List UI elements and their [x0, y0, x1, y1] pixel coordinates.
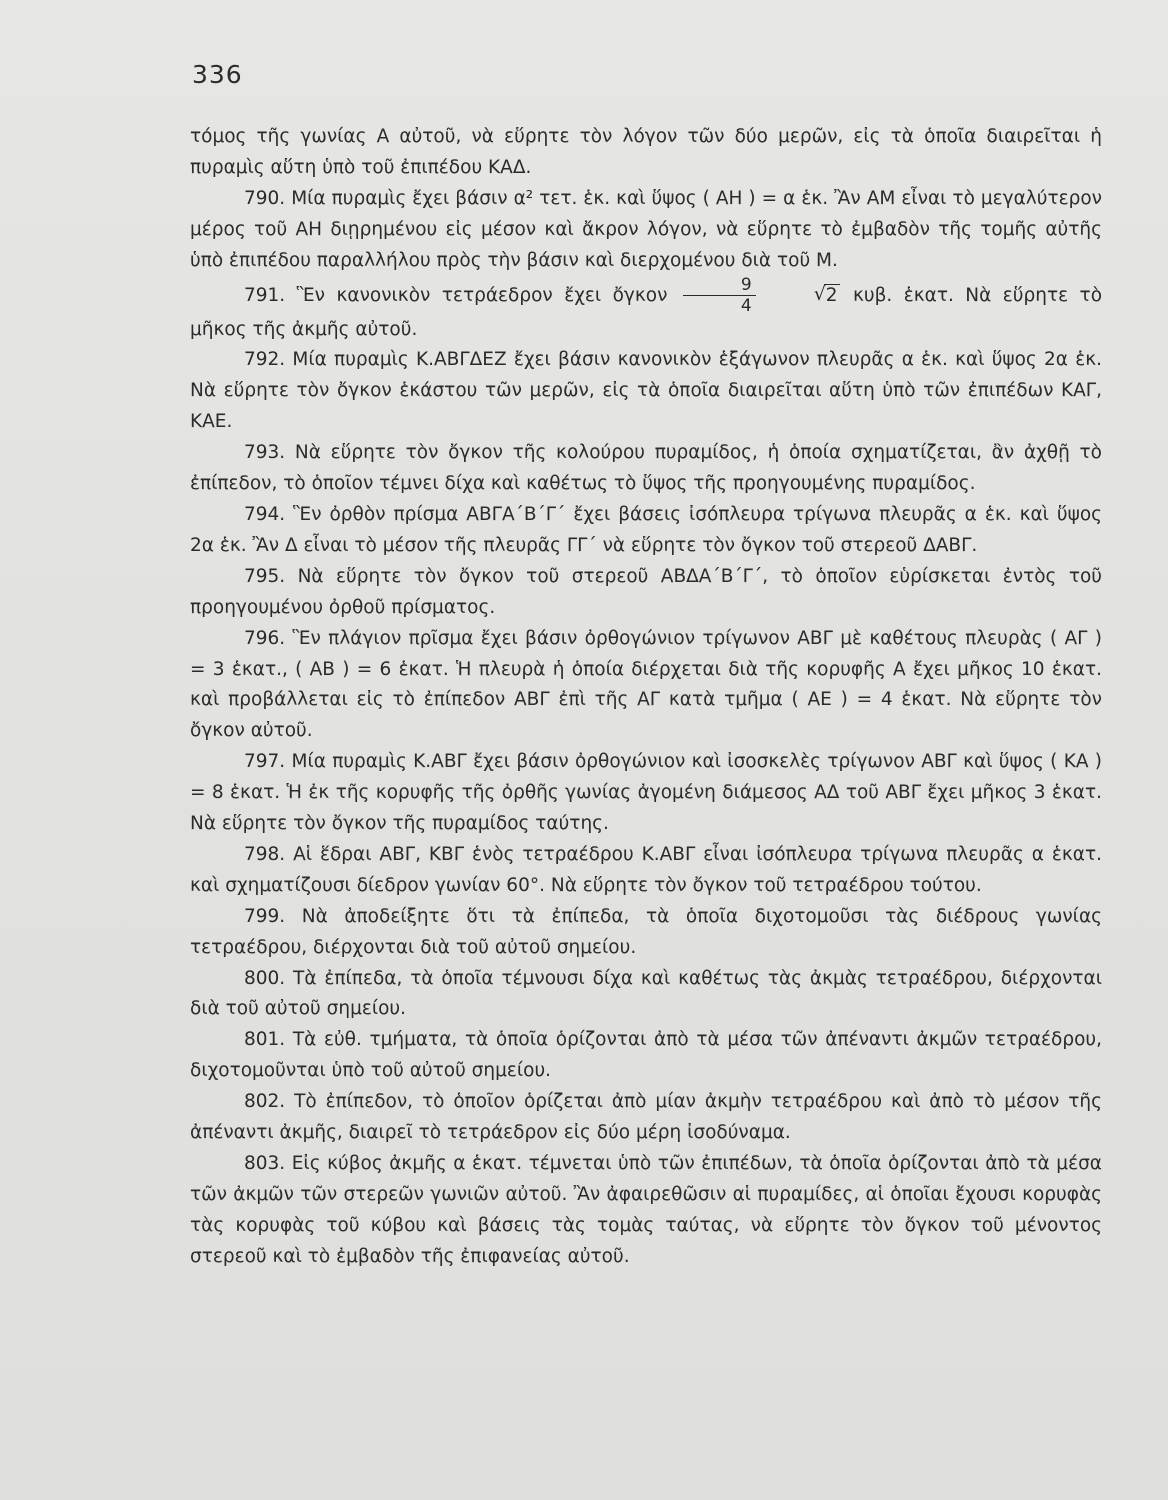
page-number: 336 — [192, 60, 243, 89]
exercise-793: 793. Νὰ εὕρητε τὸν ὄγκον τῆς κολούρου πυραμίδος, ἡ ὁποία σχηματίζεται, ἂν ἀχθῇ τὸ ἐπίπεδον, τὸ ὁποῖον τέμνει δίχα καὶ καθέτως τὸ ὕψος τῆς προηγουμένης πυραμίδος. — [190, 442, 1102, 495]
square-root — [760, 281, 840, 312]
exercise-794: 794. Ἓν ὀρθὸν πρίσμα ΑΒΓΑ΄Β΄Γ΄ ἔχει βάσεις ἰσόπλευρα τρίγωνα πλευρᾶς α ἑκ. καὶ ὕψος 2α ἑκ. Ἂν Δ εἶναι τὸ μέσον τῆς πλευρᾶς ΓΓ΄ νὰ εὕρητε τὸν ὄγκον τοῦ στερεοῦ ΔΑΒΓ. — [190, 503, 1102, 556]
exercise-803: 803. Εἰς κύβος ἀκμῆς α ἑκατ. τέμνεται ὑπὸ τῶν ἐπιπέδων, τὰ ὁποῖα ὁρίζονται ἀπὸ τὰ μέσα τῶν ἀκμῶν τῶν στερεῶν γωνιῶν αὐτοῦ. Ἂν ἀφαιρεθῶσιν αἱ πυραμίδες, αἱ ὁποῖαι ἔχουσι κορυφὰς τὰς κορυφὰς τοῦ κύβου καὶ βάσεις τὰς τομὰς ταύτας, νὰ εὕρητε τὸν ὄγκον τοῦ μένοντος στερεοῦ καὶ τὸ ἐμβαδὸν τῆς ἐπιφανείας αὐτοῦ. — [190, 1153, 1102, 1267]
exercise-791-text-before: 791. Ἓν κανονικὸν τετράεδρον ἔχει ὄγκον — [244, 284, 668, 306]
fraction-nine-quarters — [683, 274, 756, 316]
exercise-795: 795. Νὰ εὕρητε τὸν ὄγκον τοῦ στερεοῦ ΑΒΔΑ΄Β΄Γ΄, τὸ ὁποῖον εὑρίσκεται ἐντὸς τοῦ προηγουμένου ὀρθοῦ πρίσματος. — [190, 565, 1102, 618]
exercise-792: 792. Μία πυραμὶς Κ.ΑΒΓΔΕΖ ἔχει βάσιν κανονικὸν ἑξάγωνον πλευρᾶς α ἑκ. καὶ ὕψος 2α ἑκ. Νὰ εὕρητε τὸν ὄγκον ἑκάστου τῶν μερῶν, εἰς τὰ ὁποῖα διαιρεῖται αὕτη ὑπὸ τῶν ἐπιπέδων ΚΑΓ, ΚΑΕ. — [190, 349, 1102, 433]
exercise-797: 797. Μία πυραμὶς Κ.ΑΒΓ ἔχει βάσιν ὀρθογώνιον καὶ ἰσοσκελὲς τρίγωνον ΑΒΓ καὶ ὕψος ( ΚΑ ) = 8 ἑκατ. Ἡ ἐκ τῆς κορυφῆς τῆς ὀρθῆς γωνίας ἀγομένη διάμεσος ΑΔ τοῦ ΑΒΓ ἔχει μῆκος 3 ἑκατ. Νὰ εὕρητε τὸν ὄγκον τῆς πυραμίδος ταύτης. — [190, 751, 1102, 835]
exercise-791 — [190, 274, 1103, 346]
exercise-801: 801. Τὰ εὐθ. τμήματα, τὰ ὁποῖα ὁρίζονται ἀπὸ τὰ μέσα τῶν ἀπέναντι ἀκμῶν τετραέδρου, διχοτομοῦνται ὑπὸ τοῦ αὐτοῦ σημείου. — [190, 1029, 1102, 1082]
exercise-800: 800. Τὰ ἐπίπεδα, τὰ ὁποῖα τέμνουσι δίχα καὶ καθέτως τὰς ἀκμὰς τετραέδρου, διέρχονται διὰ τοῦ αὐτοῦ σημείου. — [190, 967, 1102, 1020]
exercise-798: 798. Αἱ ἕδραι ΑΒΓ, ΚΒΓ ἑνὸς τετραέδρου Κ.ΑΒΓ εἶναι ἰσόπλευρα τρίγωνα πλευρᾶς α ἑκατ. καὶ σχηματίζουσι δίεδρον γωνίαν 60°. Νὰ εὕρητε τὸν ὄγκον τοῦ τετραέδρου τούτου. — [190, 843, 1102, 896]
fraction-numerator: 9 — [740, 274, 752, 295]
paragraph-continuation: τόμος τῆς γωνίας Α αὐτοῦ, νὰ εὕρητε τὸν λόγον τῶν δύο μερῶν, εἰς τὰ ὁποῖα διαιρεῖται ἡ πυραμὶς αὕτη ὑπὸ τοῦ ἐπιπέδου ΚΑΔ. — [190, 126, 1102, 178]
exercise-799: 799. Νὰ ἀποδείξητε ὅτι τὰ ἐπίπεδα, τὰ ὁποῖα διχοτομοῦσι τὰς διέδρους γωνίας τετραέδρου, διέρχονται διὰ τοῦ αὐτοῦ σημείου. — [190, 905, 1102, 958]
page-body — [190, 122, 1102, 1273]
radical-sign-icon: √ — [813, 282, 826, 305]
exercise-802: 802. Τὸ ἐπίπεδον, τὸ ὁποῖον ὁρίζεται ἀπὸ μίαν ἀκμὴν τετραέδρου καὶ ἀπὸ τὸ μέσον τῆς ἀπέναντι ἀκμῆς, διαιρεῖ τὸ τετράεδρον εἰς δύο μέρη ἰσοδύναμα. — [190, 1091, 1102, 1144]
exercise-791-text-after: κυβ. ἑκατ. Νὰ εὕρητε τὸ μῆκος τῆς ἀκμῆς αὐτοῦ. — [190, 284, 1103, 340]
fraction-denominator: 4 — [683, 295, 756, 315]
radicand: 2 — [825, 284, 838, 306]
exercise-790: 790. Μία πυραμὶς ἔχει βάσιν α² τετ. ἑκ. καὶ ὕψος ( ΑΗ ) = α ἑκ. Ἂν ΑΜ εἶναι τὸ μεγαλύτερον μέρος τοῦ ΑΗ διῃρημένου εἰς μέσον καὶ ἄκρον λόγον, νὰ εὕρητε τὸ ἐμβαδὸν τῆς τομῆς αὐτῆς ὑπὸ ἐπιπέδου παραλλήλου πρὸς τὴν βάσιν καὶ διερχομένου διὰ τοῦ Μ. — [190, 187, 1102, 271]
exercise-796: 796. Ἓν πλάγιον πρῖσμα ἔχει βάσιν ὀρθογώνιον τρίγωνον ΑΒΓ μὲ καθέτους πλευρὰς ( ΑΓ ) = 3 ἑκατ., ( ΑΒ ) = 6 ἑκατ. Ἡ πλευρὰ ἡ ὁποία διέρχεται διὰ τῆς κορυφῆς Α ἔχει μῆκος 10 ἑκατ. καὶ προβάλλεται εἰς τὸ ἐπίπεδον ΑΒΓ ἐπὶ τῆς ΑΓ κατὰ τμῆμα ( ΑΕ ) = 4 ἑκατ. Νὰ εὕρητε τὸν ὄγκον αὐτοῦ. — [190, 627, 1102, 742]
